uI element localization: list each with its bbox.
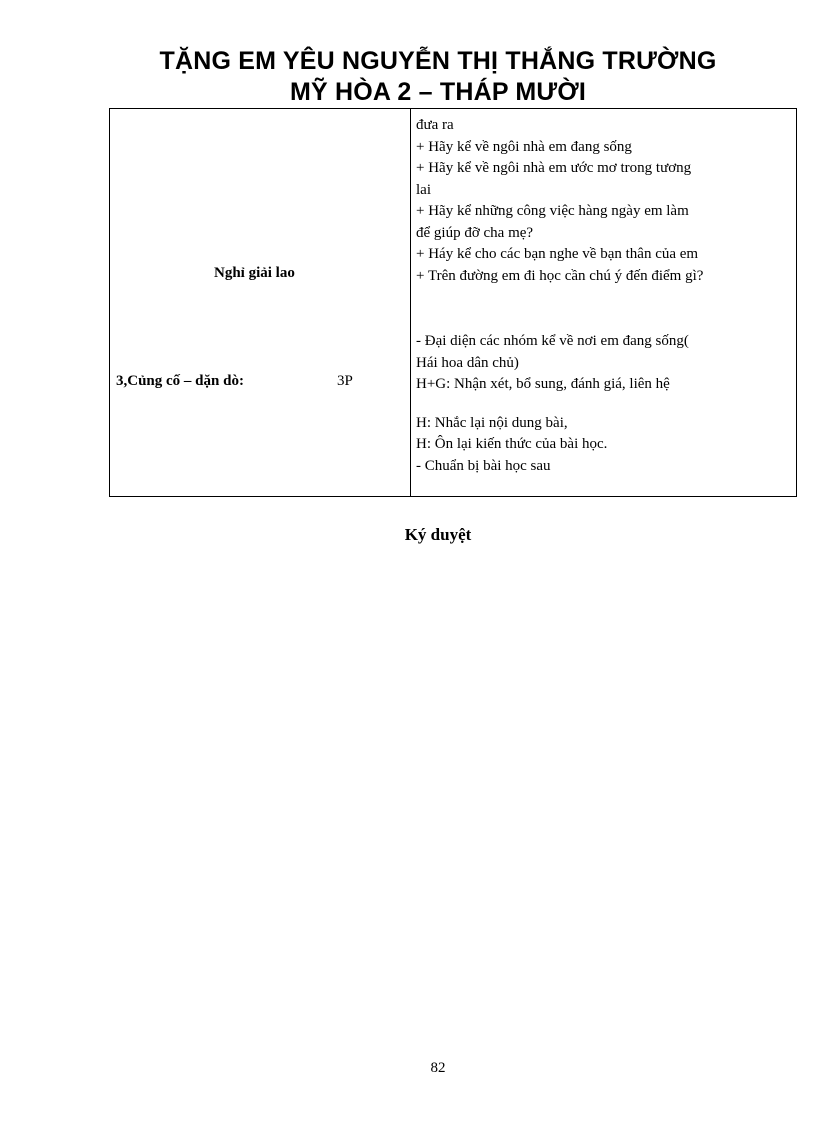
activity-line: - Đại diện các nhóm kể về nơi em đang sống(: [416, 333, 689, 349]
lesson-table: [109, 108, 797, 497]
header-line-2: MỸ HÒA 2 – THÁP MƯỜI: [289, 78, 587, 106]
activity-line: Hái hoa dân chủ): [416, 354, 519, 371]
column-divider: [410, 109, 411, 496]
activity-line: + Hãy kể về ngôi nhà em đang sống: [416, 138, 632, 155]
activities-column: [416, 115, 794, 477]
activity-line: H: Nhắc lại nội dung bài,: [416, 414, 568, 431]
page-number: 82: [430, 1060, 446, 1076]
document-header: [0, 46, 816, 108]
activity-line: đưa ra: [416, 117, 454, 133]
activity-line: H+G: Nhận xét, bổ sung, đánh giá, liên hệ: [416, 376, 670, 392]
activity-line: lai: [416, 181, 431, 198]
activity-line: + Trên đường em đi học cần chú ý đến điểm gì?: [416, 267, 704, 284]
break-label: Nghỉ giải lao: [214, 265, 295, 281]
activity-line: + Hãy kể những công việc hàng ngày em làm: [416, 203, 689, 219]
header-line-1: TẶNG EM YÊU NGUYỄN THỊ THẮNG TRƯỜNG: [159, 47, 717, 75]
activity-line: + Háy kể cho các bạn nghe về bạn thân của em: [416, 246, 699, 262]
activity-line: H: Ôn lại kiến thức của bài học.: [416, 436, 608, 452]
activity-line: + Hãy kể về ngôi nhà em ước mơ trong tương: [416, 160, 692, 176]
activity-line: để giúp đỡ cha mẹ?: [416, 224, 534, 241]
activity-line: - Chuẩn bị bài học sau: [416, 457, 551, 474]
signoff-label: Ký duyệt: [404, 525, 472, 544]
duration-label: 3P: [337, 373, 353, 389]
section-label: 3,Củng cố – dặn dò:: [116, 373, 244, 389]
